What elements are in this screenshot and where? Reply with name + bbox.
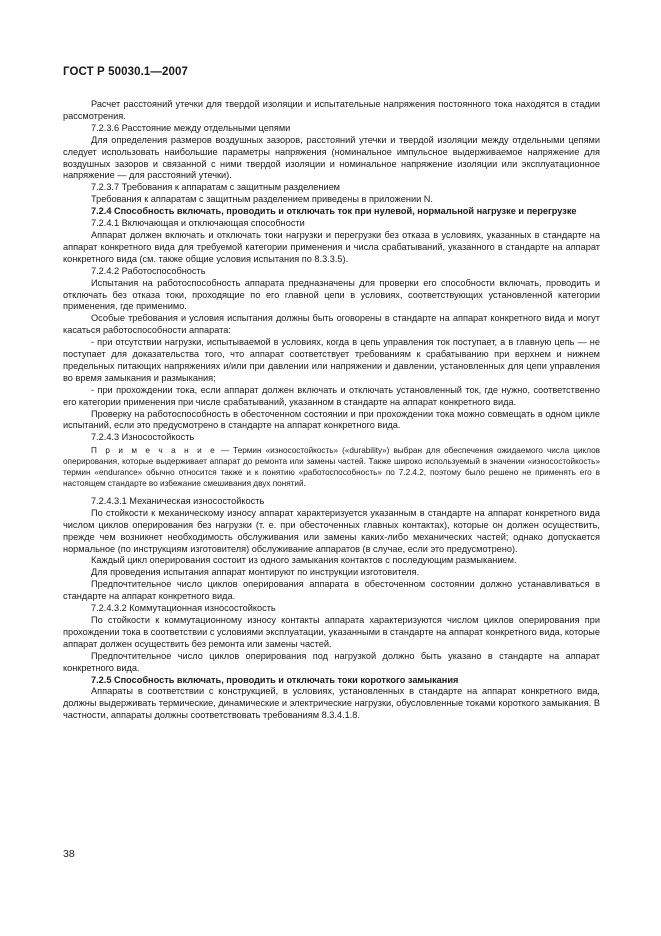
section-heading-bold: 7.2.5 Способность включать, проводить и отключать токи короткого замыкания [91, 674, 459, 685]
paragraph: Предпочтительное число циклов оперирования под нагрузкой должно быть указано в стандарте на аппарат конкретного вида. [63, 650, 600, 673]
section-heading: 7.2.3.6 Расстояние между отдельными цепями [91, 122, 291, 133]
paragraph: Требования к аппаратам с защитным разделением приведены в приложении N. [91, 194, 433, 205]
paragraph: Испытания на работоспособность аппарата предназначены для проверки его способности включать, проводить и отключать без отказа токи, проходящие по его главной цепи в условиях, соответствующих установленной категории применения, где применимо. [63, 277, 600, 312]
section-heading: 7.2.3.7 Требования к аппаратам с защитным разделением [91, 182, 341, 193]
page-number: 38 [63, 848, 75, 860]
page-header: ГОСТ Р 50030.1—2007 [63, 66, 188, 78]
section-heading-bold: 7.2.4 Способность включать, проводить и отключать ток при нулевой, нормальной нагрузке и перегрузке [91, 206, 577, 217]
paragraph: Для проведения испытания аппарат монтируют по инструкции изготовителя. [91, 567, 420, 578]
list-item: - при прохождении тока, если аппарат должен включать и отключать установленный ток, где нужно, соответственно его категории применения при числе срабатываний, указанном в стандарте на аппарат конкретного вида. [63, 384, 600, 407]
paragraph: Аппарат должен включать и отключать токи нагрузки и перегрузки без отказа в условиях, указанных в стандарте на аппарат конкретного вида для требуемой категории применения и числа срабатываний, указанного в стандарте на аппарат конкретного вида (см. также общие условия испытания по 8.3.3.5). [63, 229, 600, 264]
paragraph: Для определения размеров воздушных зазоров, расстояний утечки и твердой изоляции между отдельными цепями следует использовать наибольшие параметры напряжения (номинальное импульсное выдерживаемое напряжение для воздушных зазоров и связанной с ними твердой изоляции и номинальное напряжение изоляции или эксплуатационное напряжение — для расстояний утечки). [63, 134, 600, 181]
note-label: П р и м е ч а н и е [91, 446, 217, 456]
section-heading: 7.2.4.2 Работоспособность [91, 265, 206, 276]
section-heading: 7.2.4.3.2 Коммутационная износостойкость [91, 603, 276, 614]
paragraph: Расчет расстояний утечки для твердой изоляции и испытательные напряжения постоянного тока находятся в стадии рассмотрения. [63, 99, 600, 121]
section-heading: 7.2.4.3 Износостойкость [91, 432, 195, 443]
list-item: - при отсутствии нагрузки, испытываемой в условиях, когда в цепь управления ток поступает, а в главную цепь — не поступает для доказательства того, что аппарат соответствует требованиям к срабатыванию при верхнем и нижнем предельных питающих напряжениях и/или при давлении или напряжении и давлении, установленных для цепи управления во время замыкания и размыкания; [63, 337, 600, 383]
paragraph: Проверку на работоспособность в обесточенном состоянии и при прохождении тока можно совмещать в одном цикле испытаний, если это предусмотрено в стандарте на аппарат конкретного вида. [63, 408, 600, 431]
note [63, 446, 600, 490]
paragraph: Предпочтительное число циклов оперирования аппарата в обесточенном состоянии должно устанавливаться в стандарте на аппарат конкретного вида. [63, 579, 600, 602]
paragraph: Особые требования и условия испытания должны быть оговорены в стандарте на аппарат конкретного вида и могут касаться работоспособности аппарата: [63, 313, 600, 336]
paragraph: Аппараты в соответствии с конструкцией, в условиях, установленных в стандарте на аппарат конкретного вида, должны выдерживать термические, динамические и электрические нагрузки, обусловленные токами короткого замыкания. В частности, аппараты должны соответствовать требованиям 8.3.4.1.8. [63, 686, 600, 721]
section-heading: 7.2.4.3.1 Механическая износостойкость [91, 495, 265, 506]
paragraph: По стойкости к коммутационному износу контакты аппарата характеризуются числом циклов оперирования при прохождении тока в соответствии с условиями эксплуатации, указанными в стандарте на аппарат конкретного вида, которые аппарат должен осуществить без ремонта или замены частей. [63, 614, 600, 649]
paragraph: Каждый цикл оперирования состоит из одного замыкания контактов с последующим размыканием. [91, 555, 517, 566]
page-content [63, 99, 600, 722]
paragraph: По стойкости к механическому износу аппарат характеризуется указанным в стандарте на аппарат конкретного вида числом циклов оперирования без нагрузки (т. е. при обесточенных главных контактах), которые он должен осуществить, прежде чем возникнет необходимость обслуживания или замены каких-либо механических частей; однако допускается нормальное (по инструкциям изготовителя) обслуживание аппаратов (в случае, если это предусмотрено). [63, 507, 600, 554]
section-heading: 7.2.4.1 Включающая и отключающая способности [91, 218, 305, 229]
note-text: — Термин «износостойкость» («durability») выбран для обеспечения ожидаемого числа циклов оперирования, которые выдерживает аппарат до ремонта или замены частей. Также широко используемый в значении «износостойкость» термин «endurance» обычно относится также и к понятию «работоспособность» по 7.2.4.2, поэтому было решено не применять его в настоящем стандарте во избежание смешивания двух понятий. [63, 446, 600, 488]
